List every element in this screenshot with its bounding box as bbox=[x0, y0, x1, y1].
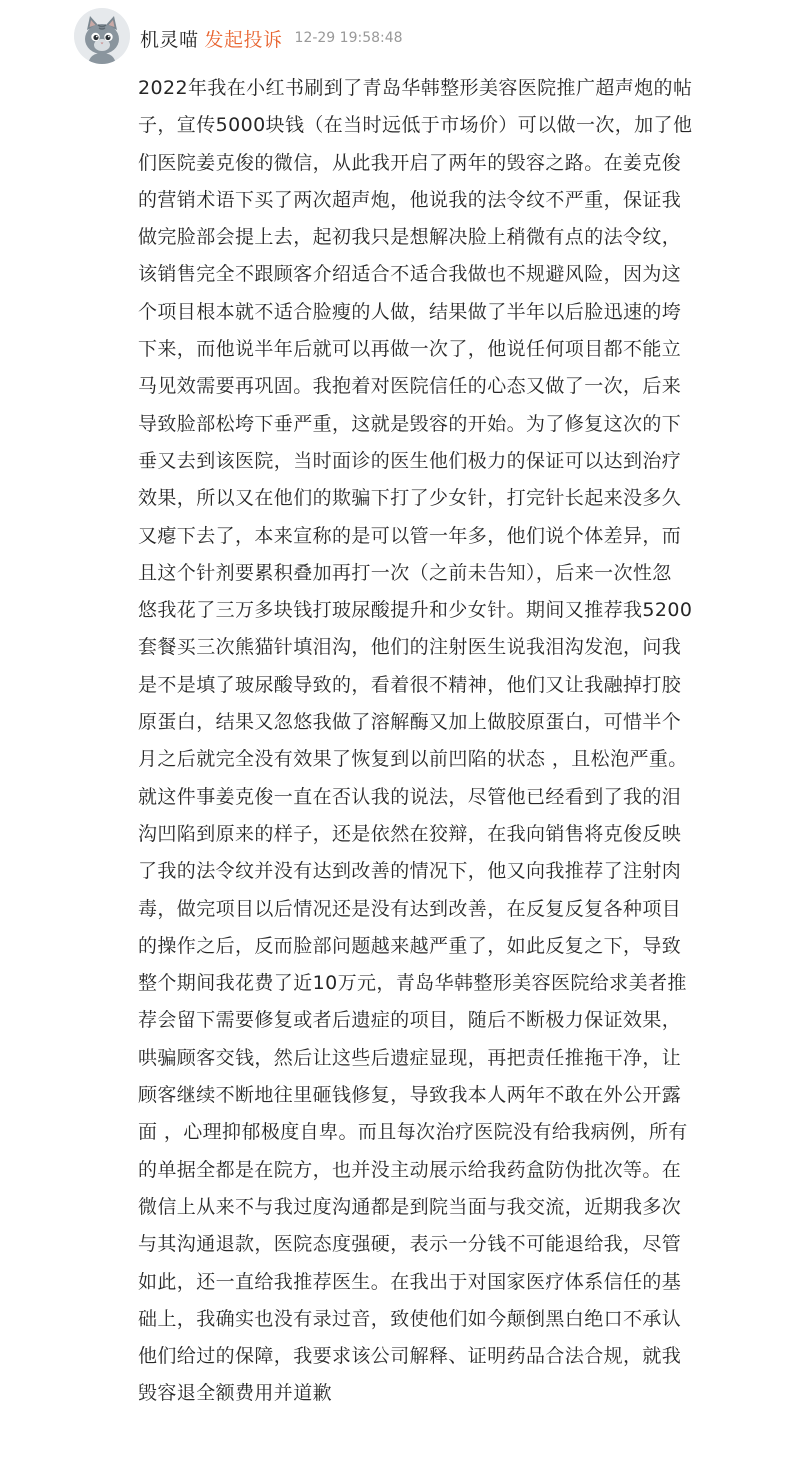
username[interactable]: 机灵喵 bbox=[140, 28, 199, 51]
cat-avatar-icon[interactable] bbox=[74, 8, 130, 64]
post-content: 2022年我在小红书刷到了青岛华韩整形美容医院推广超声炮的帖 子，宣传5000块钱（在当时远低于市场价）可以做一次，加了他 们医院姜克俊的微信，从此我开启了两年的毁容之路。在姜克俊 的营销术语下买了两次超声炮，他说我的法令纹不严重，保证我 做完脸部会提上去，起初我只是想解决脸上稍微有点的法令纹， 该销售完全不跟顾客介绍适合不适合我做也不规避风险，因为这 个项目根本就不适合脸瘦的人做，结果做了半年以后脸迅速的垮 下来，而他说半年后就可以再做一次了，他说任何项目都不能立 马见效需要再巩固。我抱着对医院信任的心态又做了一次，后来 导致脸部松垮下垂严重，这就是毁容的开始。为了修复这次的下 垂又去到该医院，当时面诊的医生他们极力的保证可以达到治疗 效果，所以又在他们的欺骗下打了少女针，打完针长起来没多久 又瘪下去了，本来宣称的是可以管一年多，他们说个体差异，而 且这个针剂要累积叠加再打一次（之前未告知），后来一次性忽 悠我花了三万多块钱打玻尿酸提升和少女针。期间又推荐我5200 套餐买三次熊猫针填泪沟，他们的注射医生说我泪沟发泡，问我 是不是填了玻尿酸导致的，看着很不精神，他们又让我融掉打胶 原蛋白，结果又忽悠我做了溶解酶又加上做胶原蛋白，可惜半个 月之后就完全没有效果了恢复到以前凹陷的状态 ，且松泡严重。 就这件事姜克俊一直在否认我的说法，尽管他已经看到了我的泪 沟凹陷到原来的样子，还是依然在狡辩，在我向销售将克俊反映 了我的法令纹并没有达到改善的情况下，他又向我推荐了注射肉 毒，做完项目以后情况还是没有达到改善，在反复反复各种项目 的操作之后，反而脸部问题越来越严重了，如此反复之下，导致 整个期间我花费了近10万元，青岛华韩整形美容医院给求美者推 荐会留下需要修复或者后遗症的项目，随后不断极力保证效果， 哄骗顾客交钱，然后让这些后遗症显现，再把责任推拖干净，让 顾客继续不断地往里砸钱修复，导致我本人两年不敢在外公开露 面 ，心理抑郁极度自卑。而且每次治疗医院没有给我病例，所有 的单据全都是在院方，也并没主动展示给我药盒防伪批次等。在 微信上从来不与我过度沟通都是到院当面与我交流，近期我多次 与其沟通退款，医院态度强硬，表示一分钱不可能退给我，尽管 如此，还一直给我推荐医生。在我出于对国家医疗体系信任的基 础上，我确实也没有录过音，致使他们如今颠倒黑白绝口不承认 他们给过的保障，我要求该公司解释、证明药品合法合规，就我 毁容退全额费用并道歉 bbox=[138, 77, 693, 1405]
post-header bbox=[140, 20, 403, 56]
complaint-action-label: 发起投诉 bbox=[204, 28, 283, 51]
post-timestamp: 12-29 19:58:48 bbox=[294, 30, 403, 46]
